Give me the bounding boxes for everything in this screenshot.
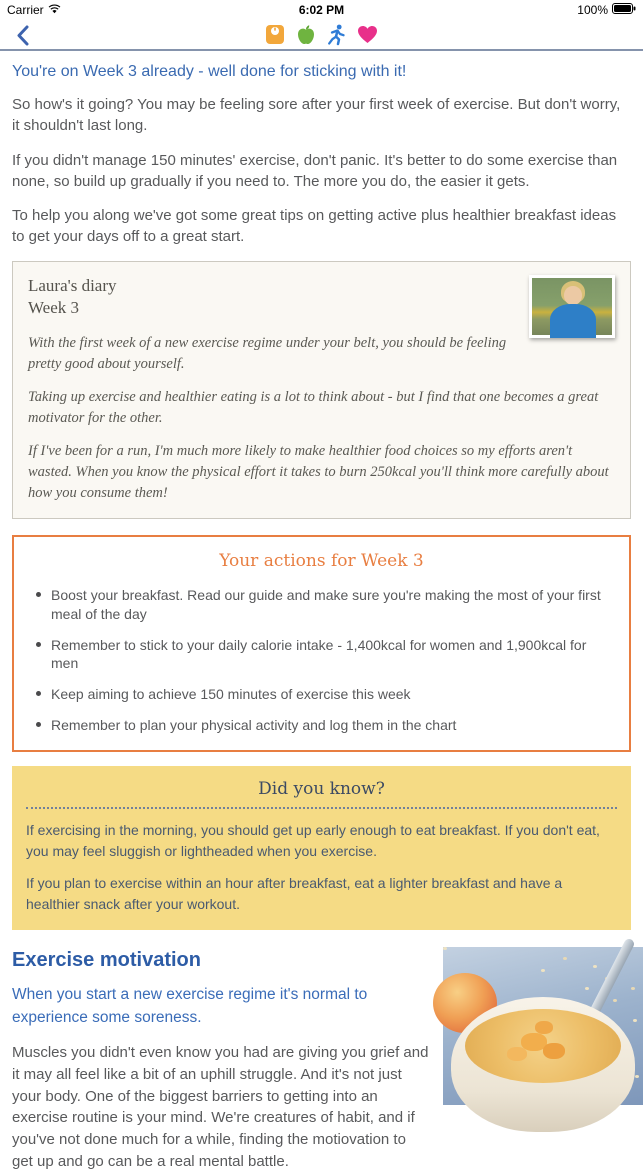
action-item: Remember to plan your physical activity and log them in the chart <box>36 716 615 735</box>
status-time: 6:02 PM <box>298 3 345 17</box>
action-item: Keep aiming to achieve 150 minutes of exercise this week <box>36 685 615 704</box>
scales-icon <box>265 33 285 48</box>
did-you-know-card <box>12 766 631 930</box>
nav-bar <box>0 20 643 51</box>
page-content <box>0 51 643 1173</box>
did-you-know-paragraph: If you plan to exercise within an hour after breakfast, eat a lighter breakfast and have a healthier snack after your workout. <box>26 875 563 913</box>
action-item: Boost your breakfast. Read our guide and make sure you're making the most of your first meal of the day <box>36 586 615 624</box>
intro-paragraph: If you didn't manage 150 minutes' exercise, don't panic. It's better to do some exercise than none, so build up gradually if you need to. The more you do, the easier it gets. <box>12 151 618 190</box>
back-button[interactable] <box>14 23 31 51</box>
tab-weight[interactable] <box>265 24 285 45</box>
wifi-icon <box>48 3 61 17</box>
chevron-left-icon <box>16 34 29 49</box>
heart-icon <box>357 32 378 47</box>
motivation-body: Muscles you didn't even know you had are giving you grief and it may all feel like a bit of an uphill struggle. And it's not just your body. One of the biggest barriers to getting into an exercise routine is your mind. We're creatures of habit, and if you've not done much for a while, finding the motiovation to get up and go can be a real mental battle. <box>12 1044 429 1170</box>
tab-health[interactable] <box>357 25 378 44</box>
did-you-know-title: Did you know? <box>258 779 385 800</box>
battery-percent: 100% <box>577 3 608 17</box>
did-you-know-paragraph: If exercising in the morning, you should get up early enough to eat breakfast. If you don't eat, you may feel sluggish or lightheaded when you exercise. <box>26 822 600 860</box>
battery-icon <box>612 3 636 17</box>
actions-list <box>28 586 615 735</box>
tab-activity[interactable] <box>327 24 346 46</box>
diary-paragraph: Taking up exercise and healthier eating is a lot to think about - but I find that one becomes a great motivator for the other. <box>28 388 599 426</box>
page-title: You're on Week 3 already - well done for sticking with it! <box>12 63 407 80</box>
intro-paragraph: So how's it going? You may be feeling sore after your first week of exercise. But don't worry, it shouldn't last long. <box>12 96 621 135</box>
runner-icon <box>327 34 346 49</box>
status-bar <box>0 0 643 20</box>
porridge-bowl-photo <box>443 947 643 1105</box>
apple-icon <box>296 33 316 48</box>
dotted-divider <box>26 807 617 809</box>
action-item: Remember to stick to your daily calorie intake - 1,400kcal for women and 1,900kcal for men <box>36 636 615 674</box>
actions-title: Your actions for Week 3 <box>219 550 424 571</box>
carrier-label: Carrier <box>7 3 44 17</box>
diary-photo-frame <box>529 275 615 338</box>
tab-food[interactable] <box>296 24 316 45</box>
intro-paragraph: To help you along we've got some great tips on getting active plus healthier breakfast ideas to get your days off to a great start. <box>12 207 617 246</box>
diary-title: Laura's diary Week 3 <box>28 275 117 318</box>
actions-card <box>12 535 631 752</box>
diary-paragraph: If I've been for a run, I'm much more likely to make healthier food choices so my efforts aren't wasted. When you know the physical effort it takes to burn 250kcal you'll think more carefully about how you consume them! <box>28 442 609 501</box>
diary-paragraph: With the first week of a new exercise regime under your belt, you should be feeling pretty good about yourself. <box>28 334 507 372</box>
motivation-subheading: When you start a new exercise regime it's normal to experience some soreness. <box>12 986 368 1026</box>
diary-card <box>12 261 631 519</box>
laura-photo <box>532 278 612 335</box>
motivation-heading: Exercise motivation <box>12 949 201 972</box>
motivation-section <box>12 947 631 1172</box>
